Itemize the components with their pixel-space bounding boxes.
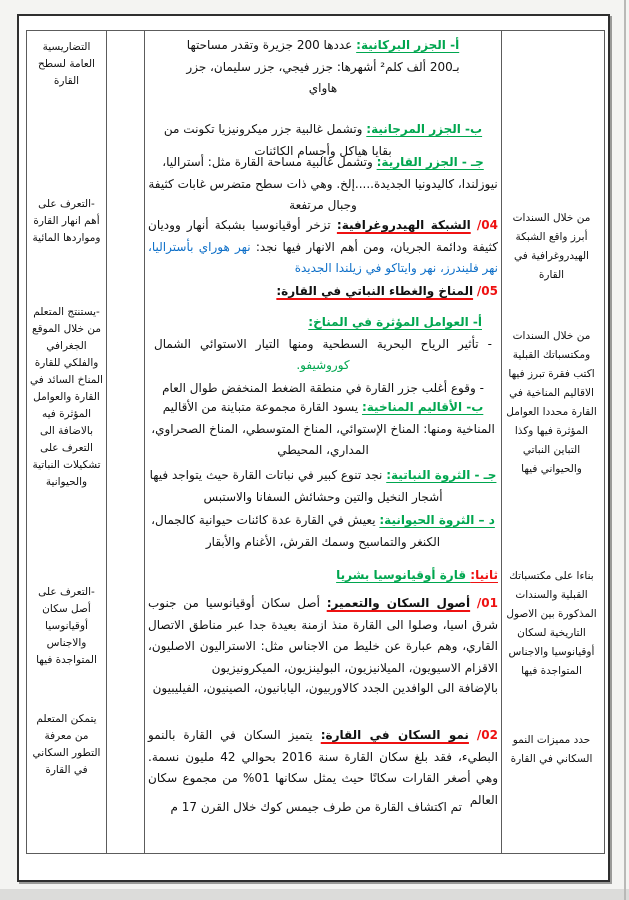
- section-discovery: [148, 797, 498, 819]
- section-flora: [148, 465, 498, 508]
- text-newcomers: بالإضافة الى الوافدين الجدد كالاوربيون، اليابانيون، الصينيون، الفيليبيون: [152, 681, 498, 695]
- text-continental-islands: وتشمل غالبية مساحة القارة مثل: أستراليا، نيوزلندا، كاليدونيا الجديدة.....إلخ. وهي ذات سطح متضرس غابات كثيفة وجبال مرتفعة: [148, 155, 498, 212]
- table-divider-1: [106, 31, 107, 853]
- page-sheet: [17, 14, 610, 882]
- bullet-low-pressure: - وقوع أغلب جزر القارة في منطقة الضغط المنخفض طوال العام: [162, 380, 484, 395]
- text-population-growth: يتميز السكان في القارة بالنمو البطيء، فقد بلغ سكان القارة سنة 2016 بحوالي 42 مليون نسمة. وهي أصغر القارات سكانًا حيث يمثل سكانها 01% من مجموع سكان العالم: [148, 728, 498, 807]
- section-continental-islands: [148, 152, 498, 217]
- heading-oceania-human: قارة أوقيانوسيا بشريا: [336, 568, 471, 582]
- number-02: 02/: [476, 728, 498, 742]
- number-05: 05/: [476, 284, 498, 298]
- text-fauna: يعيش في القارة عدة كائنات حيوانية كالجمال، الكنغر والتماسيح وسمك القرش، الأغنام والأبقار: [151, 513, 441, 549]
- text-river-names: نهر هوراي بأستراليا، نهر فليندرز، نهر وايتاكو في زيلندا الجديدة: [148, 239, 498, 275]
- heading-climate-factors: أ- العوامل المؤثرة في المناخ:: [308, 315, 482, 329]
- section-part-two-title: [148, 565, 498, 587]
- task-origins: بناءا على مكتسباتك القبلية والسندات المذكورة بين الاصول التاريخية لسكان أوقيانوسيا والاجناس المتواجدة فيها: [506, 570, 597, 677]
- objective-climate: -يستنتج المتعلم من خلال الموقع الجغرافي والفلكي للقارة المناخ السائد في القارة والعوامل المؤثرة فيه بالاضافة الى التعرف على تشكيلات النباتية والحيوانية: [30, 306, 103, 488]
- heading-volcanic-islands: أ- الجزر البركانية:: [356, 38, 460, 52]
- task-climate-essay: من خلال السندات ومكتسباتك القبلية اكتب فقرة تبرز فيها الاقاليم المناخية في القارة محددا العوامل المؤثرة فيها وكذا التباين النباتي والحيواني فيها: [506, 330, 597, 475]
- heading-population-growth: نمو السكان في القارة:: [320, 728, 469, 742]
- heading-population-origins: أصول السكان والتعمير:: [326, 596, 471, 610]
- heading-flora: جـ - الثروة النباتية:: [386, 468, 497, 482]
- heading-continental-islands: جـ - الجزر القارية:: [376, 155, 484, 169]
- heading-climate-vegetation: المناخ والغطاء النباتي في القارة:: [276, 284, 474, 298]
- objective-growth: يتمكن المتعلم من معرفة التطور السكاني في القارة: [32, 713, 101, 776]
- text-volcanic-islands: عددها 200 جزيرة وتقدر مساحتها بـ200 ألف كلم² أشهرها: جزر فيجي، جزر سليمان، جزر هاواي: [186, 38, 460, 95]
- objective-population: -التعرف على أصل سكان أوقيانوسيا والاجناس المتواجدة فيها: [36, 586, 97, 666]
- text-discovery: تم اكتشاف القارة من طرف جيمس كوك خلال القرن 17 م: [170, 800, 462, 814]
- text-climate-regions: يسود القارة مجموعة متباينة من الأقاليم المناخية ومنها: المناخ الإستوائي، المناخ المتوسطي، المناخ الصحراوي، المداري، المحيطي: [151, 400, 495, 457]
- bullet-sea-winds: - تأثير الرياح البحرية السطحية ومنها التيار الاستوائي الشمال كوروشيفو.: [154, 336, 492, 372]
- scan-edge-right: [624, 0, 626, 900]
- heading-hydrographic-network: الشبكة الهيدروغرافية:: [336, 218, 471, 232]
- number-01: 01/: [476, 596, 498, 610]
- heading-climate-regions: ب- الأقاليم المناخية:: [361, 400, 484, 414]
- objective-rivers: -التعرف على أهم انهار القارة ومواردها المائية: [32, 198, 101, 244]
- section-climate-title: [148, 281, 498, 303]
- text-hydrographic-network: تزخر أوقيانوسيا بشبكة أنهار ووديان كثيفة ودائمة الجريان، ومن أهم الانهار فيها نجد:: [148, 218, 498, 254]
- section-fauna: [148, 510, 498, 553]
- task-growth: حدد مميزات النمو السكاني في القارة: [510, 734, 593, 765]
- section-climate-factors: [148, 312, 498, 399]
- section-population-origins: [148, 593, 498, 679]
- task-hydrography: من خلال السندات أبرز واقع الشبكة الهيدروغرافية في القارة: [512, 212, 591, 281]
- objective-relief: التضاريسية العامة لسطح القارة: [38, 41, 95, 87]
- section-newcomers: [148, 678, 498, 700]
- text-kuroshio: كوروشيفو.: [296, 358, 350, 372]
- scan-edge-bottom: [0, 889, 629, 900]
- table-divider-2: [144, 31, 145, 853]
- number-04: 04/: [476, 218, 498, 232]
- label-part-two: ثانيا:: [470, 568, 498, 582]
- table-divider-3: [501, 31, 502, 853]
- text-coral-islands: وتشمل غالبية جزر ميكرونيزيا تكونت من بقايا هياكل وأجسام الكائنات: [163, 122, 392, 158]
- heading-coral-islands: ب- الجزر المرجانية:: [366, 122, 483, 136]
- section-climate-regions: [148, 397, 498, 462]
- lesson-table: [26, 30, 605, 854]
- heading-fauna: د – الثروة الحيوانية:: [379, 513, 495, 527]
- section-volcanic-islands: [148, 35, 498, 100]
- text-population-origins: أصل سكان أوقيانوسيا من جنوب شرق اسيا، وصلوا الى القارة منذ ازمنة بعيدة جدا عبر مناطق الاتصال القاري، وهم عبارة عن خليط من الاجناس مثل: الاستراليون الاصليون، الاقزام الاسيويون، الميلانيزيون، البولينزيون، الميكرونيزيون: [148, 596, 498, 675]
- text-flora: نجد تنوع كبير في نباتات القارة حيث يتواجد فيها أشجار النخيل والتين وحشائش السفانا والاستبس: [149, 468, 443, 504]
- section-hydrographic-network: [148, 215, 498, 280]
